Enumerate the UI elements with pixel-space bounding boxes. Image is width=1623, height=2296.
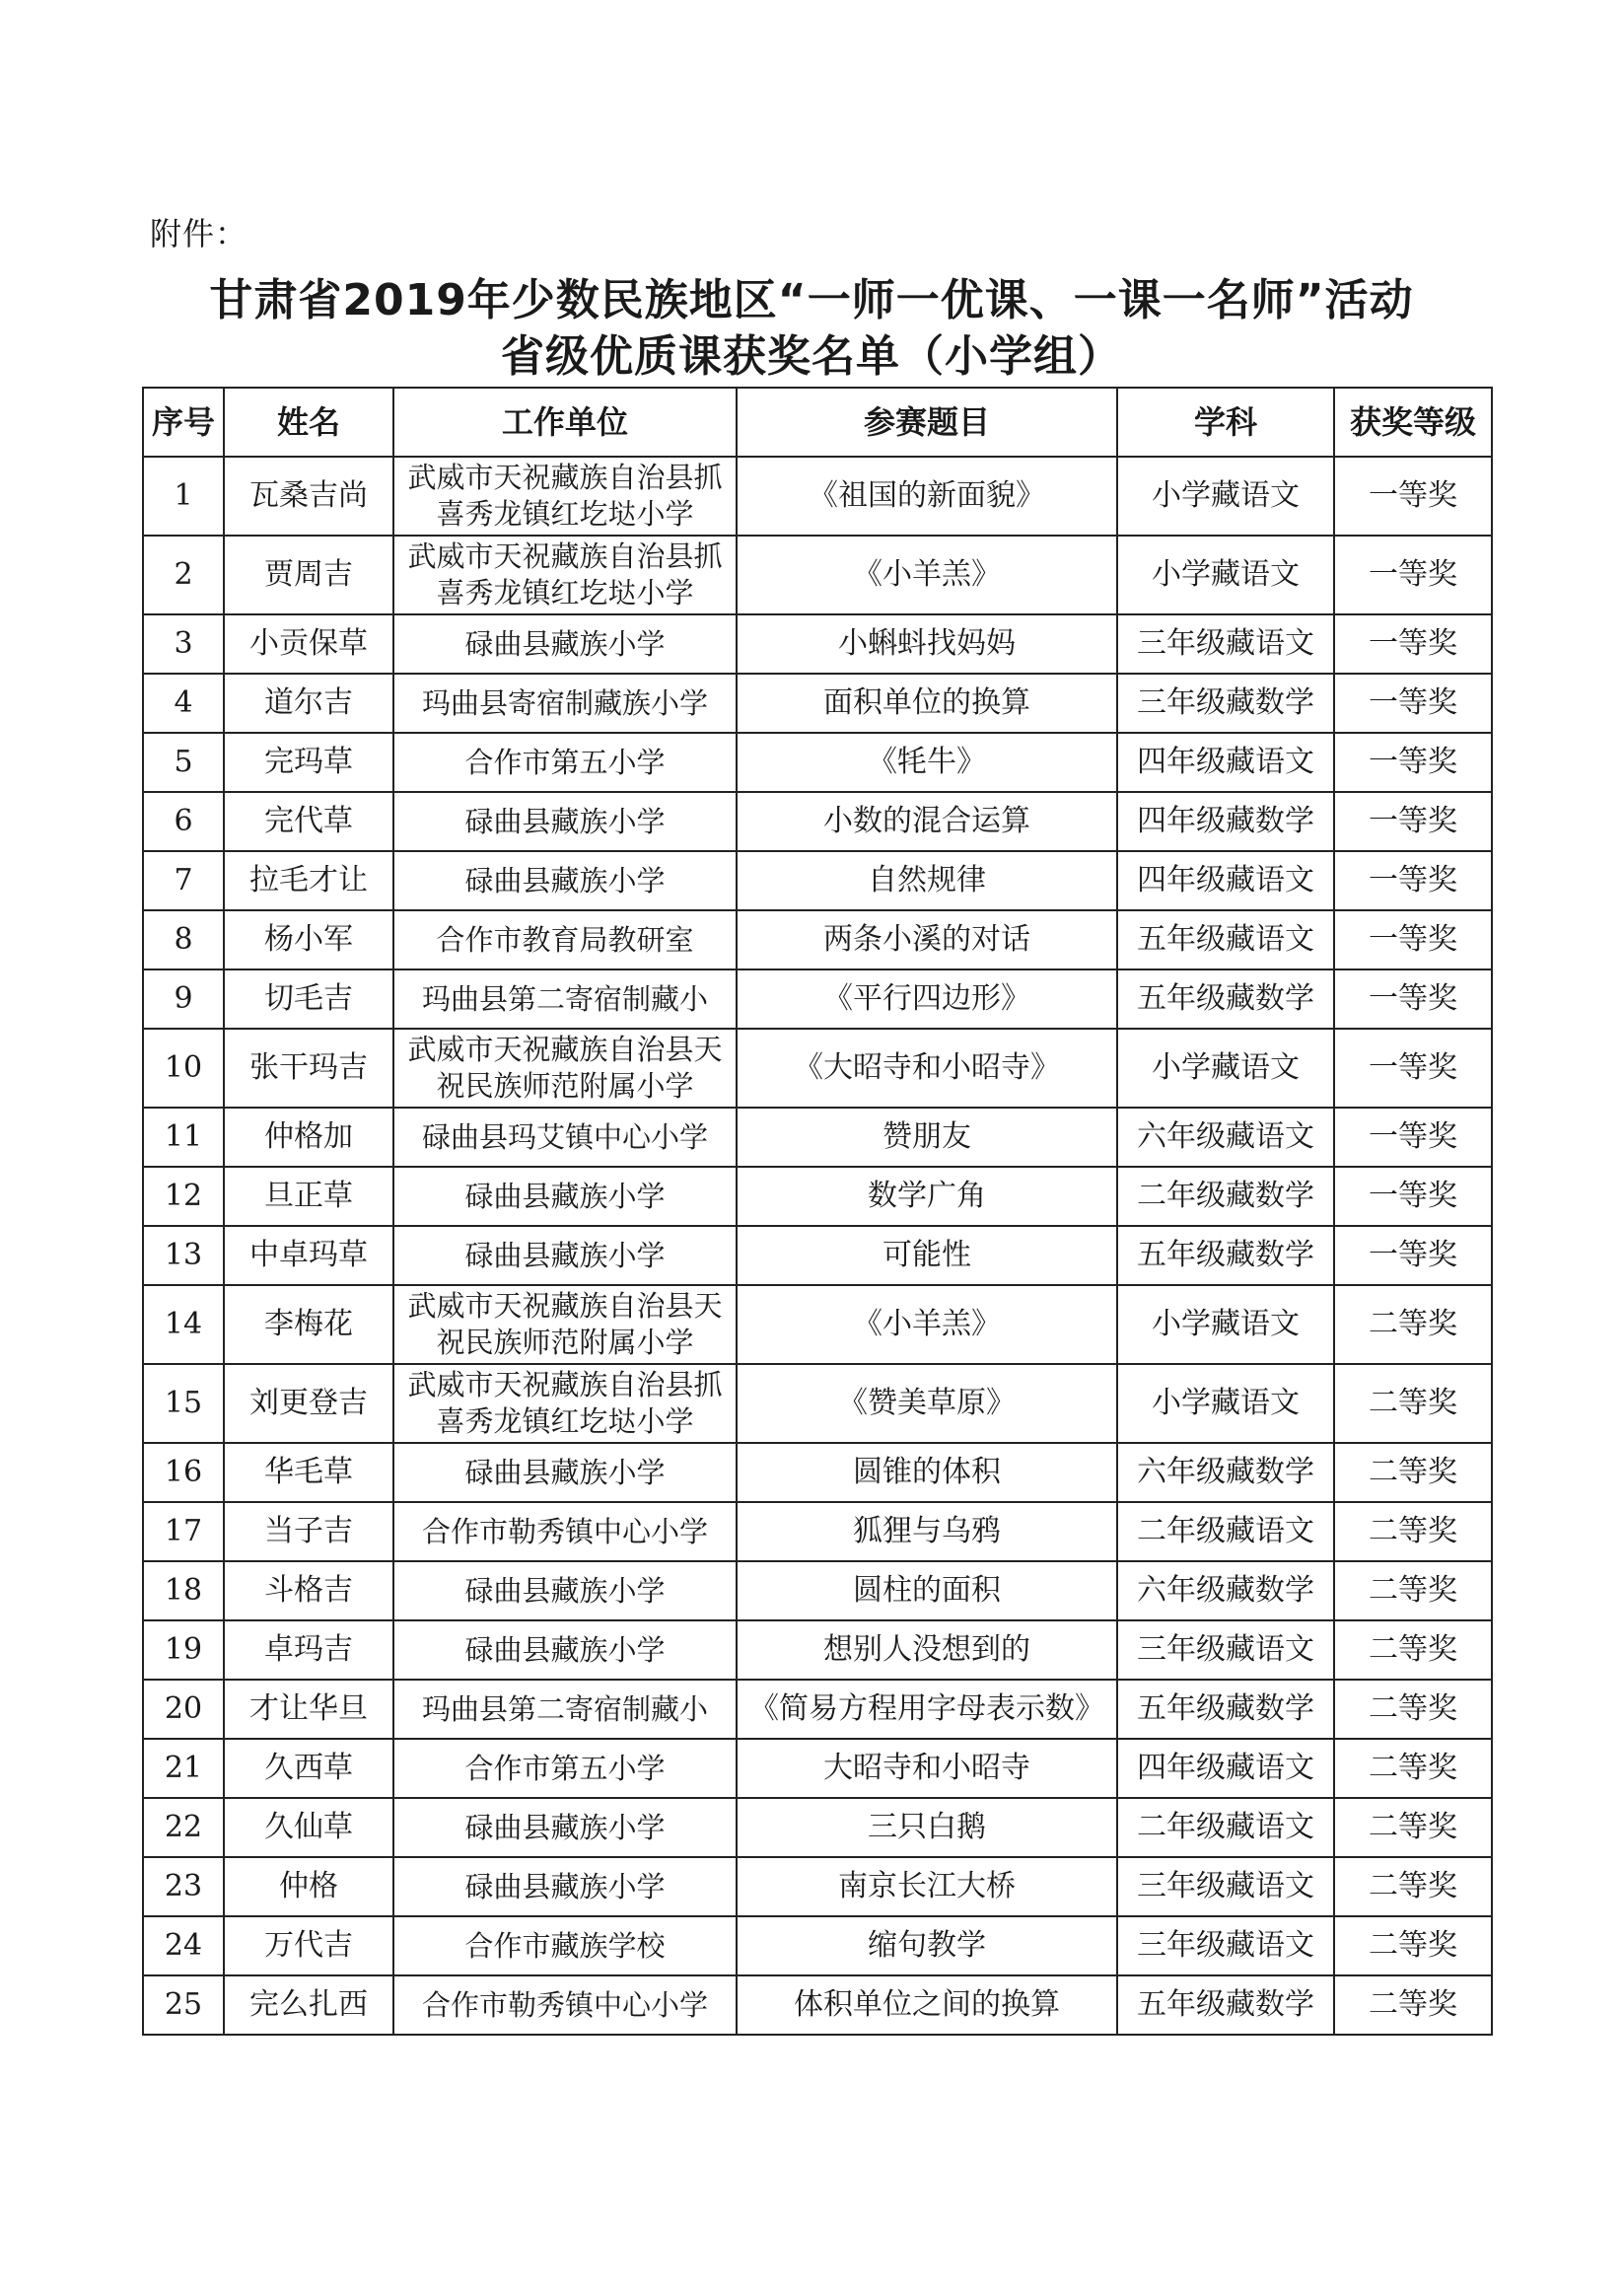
cell-work-unit: 碌曲县藏族小学 — [393, 792, 737, 851]
cell-name: 仲格加 — [224, 1108, 393, 1167]
cell-work-unit: 武威市天祝藏族自治县抓喜秀龙镇红圪垯小学 — [393, 536, 737, 614]
cell-subject: 三年级藏语文 — [1117, 1857, 1334, 1916]
cell-topic: 面积单位的换算 — [737, 674, 1117, 733]
cell-award-level: 一等奖 — [1334, 1226, 1492, 1285]
cell-topic: 《大昭寺和小昭寺》 — [737, 1029, 1117, 1108]
cell-name: 完么扎西 — [224, 1975, 393, 2035]
table-row — [143, 1029, 1492, 1108]
cell-name: 旦正草 — [224, 1167, 393, 1226]
cell-number: 21 — [143, 1739, 224, 1798]
cell-work-unit: 碌曲县藏族小学 — [393, 614, 737, 674]
cell-topic: 《简易方程用字母表示数》 — [737, 1680, 1117, 1739]
cell-work-unit: 玛曲县第二寄宿制藏小 — [393, 969, 737, 1029]
cell-name: 切毛吉 — [224, 969, 393, 1029]
cell-subject: 三年级藏语文 — [1117, 1620, 1334, 1680]
cell-name: 李梅花 — [224, 1285, 393, 1364]
cell-award-level: 一等奖 — [1334, 1029, 1492, 1108]
cell-award-level: 一等奖 — [1334, 1167, 1492, 1226]
table-row — [143, 614, 1492, 674]
cell-award-level: 一等奖 — [1334, 674, 1492, 733]
cell-topic: 可能性 — [737, 1226, 1117, 1285]
document-title-line-2: 省级优质课获奖名单（小学组） — [501, 331, 1122, 382]
cell-work-unit: 玛曲县寄宿制藏族小学 — [393, 674, 737, 733]
cell-number: 14 — [143, 1285, 224, 1364]
cell-topic: 自然规律 — [737, 851, 1117, 910]
cell-name: 华毛草 — [224, 1443, 393, 1502]
cell-subject: 三年级藏语文 — [1117, 1916, 1334, 1975]
cell-number: 13 — [143, 1226, 224, 1285]
cell-subject: 六年级藏语文 — [1117, 1108, 1334, 1167]
cell-subject: 六年级藏数学 — [1117, 1561, 1334, 1620]
cell-subject: 四年级藏语文 — [1117, 851, 1334, 910]
cell-number: 6 — [143, 792, 224, 851]
cell-award-level: 二等奖 — [1334, 1739, 1492, 1798]
cell-award-level: 二等奖 — [1334, 1798, 1492, 1857]
award-table — [142, 387, 1493, 2036]
cell-name: 拉毛才让 — [224, 851, 393, 910]
cell-topic: 赞朋友 — [737, 1108, 1117, 1167]
attachment-label: 附件： — [150, 215, 248, 252]
cell-work-unit: 碌曲县藏族小学 — [393, 1798, 737, 1857]
cell-award-level: 二等奖 — [1334, 1502, 1492, 1561]
cell-work-unit: 碌曲县藏族小学 — [393, 1620, 737, 1680]
cell-name: 斗格吉 — [224, 1561, 393, 1620]
cell-number: 17 — [143, 1502, 224, 1561]
cell-subject: 二年级藏数学 — [1117, 1167, 1334, 1226]
cell-work-unit: 武威市天祝藏族自治县抓喜秀龙镇红圪垯小学 — [393, 457, 737, 536]
cell-subject: 二年级藏语文 — [1117, 1502, 1334, 1561]
cell-name: 才让华旦 — [224, 1680, 393, 1739]
cell-topic: 圆锥的体积 — [737, 1443, 1117, 1502]
cell-topic: 《赞美草原》 — [737, 1364, 1117, 1443]
cell-subject: 五年级藏语文 — [1117, 910, 1334, 969]
header-number: 序号 — [143, 388, 224, 457]
cell-subject: 四年级藏数学 — [1117, 792, 1334, 851]
cell-award-level: 一等奖 — [1334, 457, 1492, 536]
cell-subject: 小学藏语文 — [1117, 1364, 1334, 1443]
cell-name: 仲格 — [224, 1857, 393, 1916]
cell-work-unit: 合作市教育局教研室 — [393, 910, 737, 969]
cell-topic: 《牦牛》 — [737, 733, 1117, 792]
cell-topic: 大昭寺和小昭寺 — [737, 1739, 1117, 1798]
cell-award-level: 一等奖 — [1334, 536, 1492, 614]
cell-name: 道尔吉 — [224, 674, 393, 733]
table-row — [143, 1798, 1492, 1857]
cell-number: 7 — [143, 851, 224, 910]
table-row — [143, 1680, 1492, 1739]
cell-subject: 五年级藏数学 — [1117, 1680, 1334, 1739]
header-award-level: 获奖等级 — [1334, 388, 1492, 457]
cell-name: 贾周吉 — [224, 536, 393, 614]
cell-work-unit: 武威市天祝藏族自治县抓喜秀龙镇红圪垯小学 — [393, 1364, 737, 1443]
cell-number: 19 — [143, 1620, 224, 1680]
cell-number: 25 — [143, 1975, 224, 2035]
cell-topic: 数学广角 — [737, 1167, 1117, 1226]
cell-number: 2 — [143, 536, 224, 614]
table-row — [143, 910, 1492, 969]
cell-name: 小贡保草 — [224, 614, 393, 674]
table-row — [143, 1167, 1492, 1226]
table-header-row — [143, 388, 1492, 457]
cell-award-level: 二等奖 — [1334, 1916, 1492, 1975]
cell-topic: 《小羊羔》 — [737, 536, 1117, 614]
table-row — [143, 1916, 1492, 1975]
cell-award-level: 一等奖 — [1334, 733, 1492, 792]
table-row — [143, 536, 1492, 614]
cell-name: 久仙草 — [224, 1798, 393, 1857]
cell-award-level: 二等奖 — [1334, 1620, 1492, 1680]
cell-work-unit: 碌曲县玛艾镇中心小学 — [393, 1108, 737, 1167]
cell-number: 22 — [143, 1798, 224, 1857]
table-row — [143, 1108, 1492, 1167]
cell-subject: 三年级藏语文 — [1117, 614, 1334, 674]
cell-number: 10 — [143, 1029, 224, 1108]
table-row — [143, 1857, 1492, 1916]
cell-topic: 小数的混合运算 — [737, 792, 1117, 851]
cell-award-level: 一等奖 — [1334, 1108, 1492, 1167]
cell-work-unit: 武威市天祝藏族自治县天祝民族师范附属小学 — [393, 1029, 737, 1108]
cell-subject: 小学藏语文 — [1117, 1029, 1334, 1108]
header-work-unit: 工作单位 — [393, 388, 737, 457]
cell-name: 中卓玛草 — [224, 1226, 393, 1285]
cell-award-level: 二等奖 — [1334, 1285, 1492, 1364]
cell-award-level: 一等奖 — [1334, 851, 1492, 910]
cell-topic: 《祖国的新面貌》 — [737, 457, 1117, 536]
cell-topic: 《平行四边形》 — [737, 969, 1117, 1029]
cell-award-level: 二等奖 — [1334, 1364, 1492, 1443]
cell-number: 23 — [143, 1857, 224, 1916]
cell-topic: 两条小溪的对话 — [737, 910, 1117, 969]
cell-topic: 圆柱的面积 — [737, 1561, 1117, 1620]
cell-name: 杨小军 — [224, 910, 393, 969]
table-row — [143, 733, 1492, 792]
cell-work-unit: 碌曲县藏族小学 — [393, 1167, 737, 1226]
cell-number: 20 — [143, 1680, 224, 1739]
cell-topic: 小蝌蚪找妈妈 — [737, 614, 1117, 674]
table-row — [143, 1443, 1492, 1502]
cell-number: 8 — [143, 910, 224, 969]
cell-name: 瓦桑吉尚 — [224, 457, 393, 536]
cell-award-level: 一等奖 — [1334, 614, 1492, 674]
table-row — [143, 1620, 1492, 1680]
cell-subject: 小学藏语文 — [1117, 457, 1334, 536]
cell-work-unit: 合作市藏族学校 — [393, 1916, 737, 1975]
cell-subject: 五年级藏数学 — [1117, 969, 1334, 1029]
table-row — [143, 1739, 1492, 1798]
table-row — [143, 792, 1492, 851]
cell-work-unit: 碌曲县藏族小学 — [393, 1561, 737, 1620]
cell-number: 24 — [143, 1916, 224, 1975]
cell-work-unit: 碌曲县藏族小学 — [393, 1443, 737, 1502]
cell-award-level: 二等奖 — [1334, 1975, 1492, 2035]
table-row — [143, 674, 1492, 733]
cell-name: 完玛草 — [224, 733, 393, 792]
cell-name: 当子吉 — [224, 1502, 393, 1561]
cell-subject: 四年级藏语文 — [1117, 733, 1334, 792]
cell-name: 万代吉 — [224, 1916, 393, 1975]
cell-award-level: 一等奖 — [1334, 792, 1492, 851]
header-name: 姓名 — [224, 388, 393, 457]
header-topic: 参赛题目 — [737, 388, 1117, 457]
cell-subject: 五年级藏数学 — [1117, 1226, 1334, 1285]
cell-subject: 二年级藏语文 — [1117, 1798, 1334, 1857]
cell-number: 3 — [143, 614, 224, 674]
cell-number: 1 — [143, 457, 224, 536]
cell-number: 12 — [143, 1167, 224, 1226]
cell-work-unit: 合作市第五小学 — [393, 733, 737, 792]
header-subject: 学科 — [1117, 388, 1334, 457]
cell-work-unit: 武威市天祝藏族自治县天祝民族师范附属小学 — [393, 1285, 737, 1364]
cell-name: 完代草 — [224, 792, 393, 851]
cell-work-unit: 碌曲县藏族小学 — [393, 1226, 737, 1285]
cell-name: 久西草 — [224, 1739, 393, 1798]
cell-work-unit: 合作市勒秀镇中心小学 — [393, 1502, 737, 1561]
table-row — [143, 851, 1492, 910]
table-row — [143, 1364, 1492, 1443]
cell-topic: 想别人没想到的 — [737, 1620, 1117, 1680]
table-row — [143, 1502, 1492, 1561]
cell-award-level: 二等奖 — [1334, 1561, 1492, 1620]
cell-work-unit: 碌曲县藏族小学 — [393, 851, 737, 910]
cell-topic: 体积单位之间的换算 — [737, 1975, 1117, 2035]
cell-topic: 三只白鹅 — [737, 1798, 1117, 1857]
cell-number: 16 — [143, 1443, 224, 1502]
cell-subject: 小学藏语文 — [1117, 1285, 1334, 1364]
cell-name: 卓玛吉 — [224, 1620, 393, 1680]
table-row — [143, 1975, 1492, 2035]
cell-topic: 《小羊羔》 — [737, 1285, 1117, 1364]
cell-work-unit: 碌曲县藏族小学 — [393, 1857, 737, 1916]
cell-topic: 南京长江大桥 — [737, 1857, 1117, 1916]
document-title-line-1: 甘肃省2019年少数民族地区“一师一优课、一课一名师”活动 — [209, 275, 1414, 325]
cell-work-unit: 合作市第五小学 — [393, 1739, 737, 1798]
cell-number: 15 — [143, 1364, 224, 1443]
cell-subject: 四年级藏语文 — [1117, 1739, 1334, 1798]
table-row — [143, 457, 1492, 536]
cell-topic: 狐狸与乌鸦 — [737, 1502, 1117, 1561]
cell-work-unit: 合作市勒秀镇中心小学 — [393, 1975, 737, 2035]
cell-subject: 五年级藏数学 — [1117, 1975, 1334, 2035]
cell-subject: 小学藏语文 — [1117, 536, 1334, 614]
cell-number: 5 — [143, 733, 224, 792]
table-row — [143, 969, 1492, 1029]
cell-award-level: 二等奖 — [1334, 1857, 1492, 1916]
cell-name: 刘更登吉 — [224, 1364, 393, 1443]
cell-topic: 缩句教学 — [737, 1916, 1117, 1975]
cell-subject: 三年级藏数学 — [1117, 674, 1334, 733]
cell-work-unit: 玛曲县第二寄宿制藏小 — [393, 1680, 737, 1739]
cell-number: 4 — [143, 674, 224, 733]
cell-award-level: 二等奖 — [1334, 1443, 1492, 1502]
cell-name: 张干玛吉 — [224, 1029, 393, 1108]
cell-award-level: 一等奖 — [1334, 969, 1492, 1029]
table-row — [143, 1561, 1492, 1620]
cell-number: 18 — [143, 1561, 224, 1620]
cell-number: 9 — [143, 969, 224, 1029]
cell-number: 11 — [143, 1108, 224, 1167]
cell-award-level: 二等奖 — [1334, 1680, 1492, 1739]
cell-subject: 六年级藏数学 — [1117, 1443, 1334, 1502]
cell-award-level: 一等奖 — [1334, 910, 1492, 969]
table-row — [143, 1285, 1492, 1364]
table-row — [143, 1226, 1492, 1285]
